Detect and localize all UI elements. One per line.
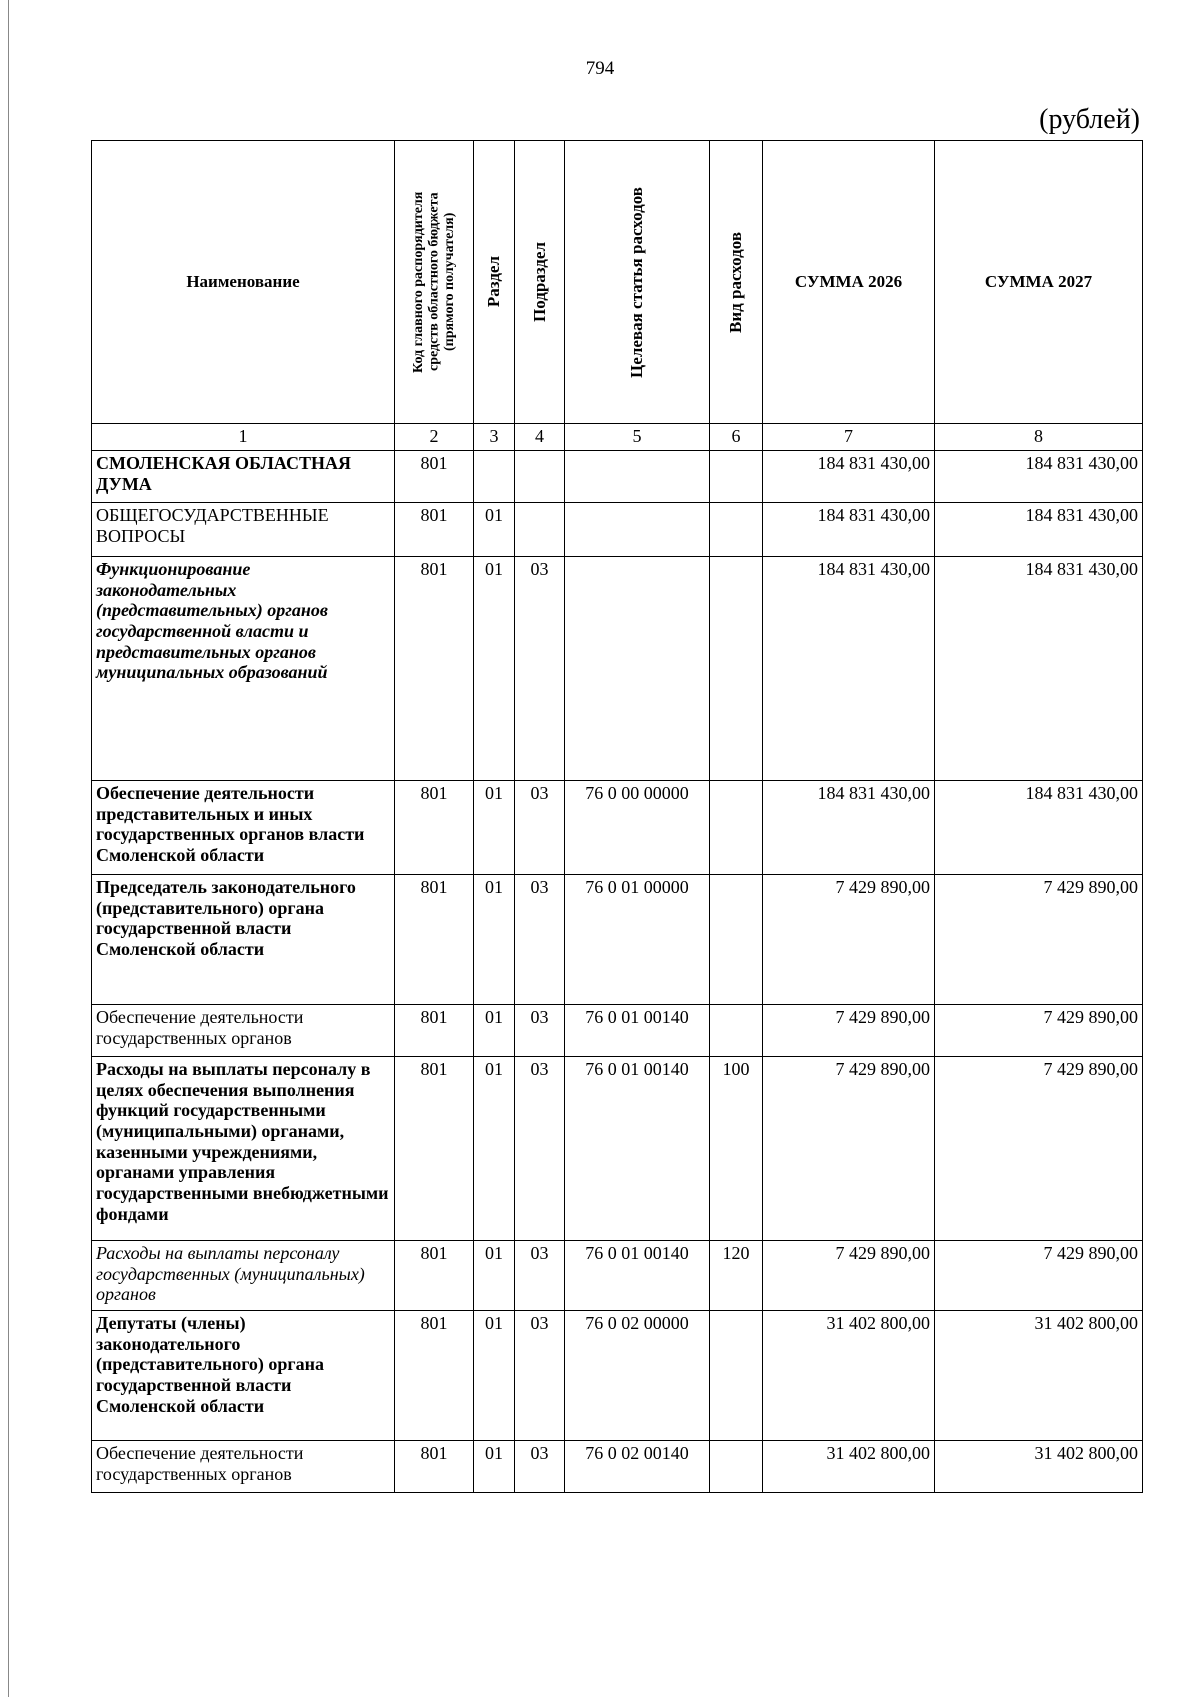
row-kind: 100 [710, 1057, 763, 1241]
row-kind [710, 1005, 763, 1057]
row-sum-2027: 184 831 430,00 [935, 503, 1143, 557]
row-subsection [515, 503, 565, 557]
table-row [92, 1057, 1143, 1241]
row-name: Председатель законодательного (представительного) органа государственной власти Смоленской области [92, 875, 395, 1005]
header-sum-2026: СУММА 2026 [763, 141, 935, 424]
row-section: 01 [474, 875, 515, 1005]
row-name: Обеспечение деятельности государственных органов [92, 1441, 395, 1493]
row-sum-2027: 7 429 890,00 [935, 1241, 1143, 1311]
row-section: 01 [474, 1241, 515, 1311]
table-row [92, 557, 1143, 781]
page-number: 794 [585, 58, 615, 79]
row-name: ОБЩЕГОСУДАРСТВЕННЫЕ ВОПРОСЫ [92, 503, 395, 557]
row-sum-2026: 184 831 430,00 [763, 557, 935, 781]
header-code [395, 141, 474, 424]
row-name: Обеспечение деятельности государственных органов [92, 1005, 395, 1057]
row-kind [710, 557, 763, 781]
row-target: 76 0 02 00140 [565, 1441, 710, 1493]
row-subsection: 03 [515, 875, 565, 1005]
row-kind [710, 875, 763, 1005]
row-section: 01 [474, 557, 515, 781]
row-sum-2026: 31 402 800,00 [763, 1311, 935, 1441]
scan-edge-line [8, 0, 9, 1697]
row-section [474, 451, 515, 503]
header-target [565, 141, 710, 424]
row-sum-2027: 7 429 890,00 [935, 1057, 1143, 1241]
row-sum-2026: 7 429 890,00 [763, 1057, 935, 1241]
row-kind [710, 1441, 763, 1493]
row-target: 76 0 01 00000 [565, 875, 710, 1005]
row-sum-2027: 184 831 430,00 [935, 781, 1143, 875]
row-target [565, 503, 710, 557]
column-number: 1 [92, 424, 395, 451]
row-target: 76 0 01 00140 [565, 1005, 710, 1057]
row-subsection: 03 [515, 1005, 565, 1057]
column-number: 3 [474, 424, 515, 451]
row-target: 76 0 02 00000 [565, 1311, 710, 1441]
table-row [92, 781, 1143, 875]
row-kind [710, 503, 763, 557]
header-kind [710, 141, 763, 424]
table-row [92, 1241, 1143, 1311]
table-row [92, 1005, 1143, 1057]
row-sum-2026: 7 429 890,00 [763, 1241, 935, 1311]
row-target [565, 557, 710, 781]
row-code: 801 [395, 781, 474, 875]
table-row [92, 875, 1143, 1005]
header-row [92, 141, 1143, 424]
row-code: 801 [395, 451, 474, 503]
row-code: 801 [395, 1441, 474, 1493]
row-section: 01 [474, 781, 515, 875]
row-section: 01 [474, 1005, 515, 1057]
header-sum-2027: СУММА 2027 [935, 141, 1143, 424]
column-number: 7 [763, 424, 935, 451]
row-sum-2027: 31 402 800,00 [935, 1441, 1143, 1493]
column-number-row [92, 424, 1143, 451]
row-name: СМОЛЕНСКАЯ ОБЛАСТНАЯ ДУМА [92, 451, 395, 503]
header-kind-text: Вид расходов [726, 231, 746, 333]
row-kind [710, 451, 763, 503]
row-sum-2026: 184 831 430,00 [763, 781, 935, 875]
row-kind [710, 781, 763, 875]
row-subsection: 03 [515, 1441, 565, 1493]
table-row [92, 1441, 1143, 1493]
row-sum-2026: 31 402 800,00 [763, 1441, 935, 1493]
row-name: Расходы на выплаты персоналу государственных (муниципальных) органов [92, 1241, 395, 1311]
row-subsection: 03 [515, 1311, 565, 1441]
header-subsection [515, 141, 565, 424]
column-number: 6 [710, 424, 763, 451]
row-section: 01 [474, 503, 515, 557]
table-row [92, 451, 1143, 503]
row-section: 01 [474, 1441, 515, 1493]
table-row [92, 1311, 1143, 1441]
row-sum-2027: 184 831 430,00 [935, 557, 1143, 781]
column-number: 2 [395, 424, 474, 451]
row-name: Депутаты (члены) законодательного (представительного) органа государственной власти Смоленской области [92, 1311, 395, 1441]
row-sum-2026: 184 831 430,00 [763, 451, 935, 503]
row-sum-2026: 184 831 430,00 [763, 503, 935, 557]
row-code: 801 [395, 875, 474, 1005]
row-target: 76 0 01 00140 [565, 1057, 710, 1241]
column-number: 8 [935, 424, 1143, 451]
row-name: Обеспечение деятельности представительных и иных государственных органов власти Смоленской области [92, 781, 395, 875]
row-subsection [515, 451, 565, 503]
row-sum-2027: 7 429 890,00 [935, 1005, 1143, 1057]
row-sum-2027: 31 402 800,00 [935, 1311, 1143, 1441]
row-code: 801 [395, 1057, 474, 1241]
row-code: 801 [395, 1311, 474, 1441]
row-subsection: 03 [515, 781, 565, 875]
row-subsection: 03 [515, 557, 565, 781]
header-code-text: Код главного распорядителя средств областного бюджета (прямого получателя) [410, 191, 457, 373]
row-kind [710, 1311, 763, 1441]
row-subsection: 03 [515, 1057, 565, 1241]
row-section: 01 [474, 1057, 515, 1241]
row-name: Функционирование законодательных (представительных) органов государственной власти и представительных органов муниципальных образований [92, 557, 395, 781]
row-subsection: 03 [515, 1241, 565, 1311]
column-number: 4 [515, 424, 565, 451]
row-target: 76 0 01 00140 [565, 1241, 710, 1311]
row-sum-2026: 7 429 890,00 [763, 1005, 935, 1057]
row-code: 801 [395, 1005, 474, 1057]
row-code: 801 [395, 1241, 474, 1311]
column-number: 5 [565, 424, 710, 451]
unit-label: (рублей) [1039, 104, 1140, 135]
row-name: Расходы на выплаты персоналу в целях обеспечения выполнения функций государственными (муниципальными) органами, казенными учреждениями, органами управления государственными внебюджетными фондами [92, 1057, 395, 1241]
header-target-text: Целевая статья расходов [627, 186, 647, 378]
row-sum-2027: 184 831 430,00 [935, 451, 1143, 503]
header-subsection-text: Подраздел [529, 242, 549, 322]
budget-table [91, 140, 1143, 1493]
row-code: 801 [395, 557, 474, 781]
row-code: 801 [395, 503, 474, 557]
row-sum-2027: 7 429 890,00 [935, 875, 1143, 1005]
row-section: 01 [474, 1311, 515, 1441]
row-target: 76 0 00 00000 [565, 781, 710, 875]
header-section [474, 141, 515, 424]
header-section-text: Раздел [484, 256, 504, 308]
row-sum-2026: 7 429 890,00 [763, 875, 935, 1005]
table-row [92, 503, 1143, 557]
header-name: Наименование [92, 141, 395, 424]
row-target [565, 451, 710, 503]
row-kind: 120 [710, 1241, 763, 1311]
